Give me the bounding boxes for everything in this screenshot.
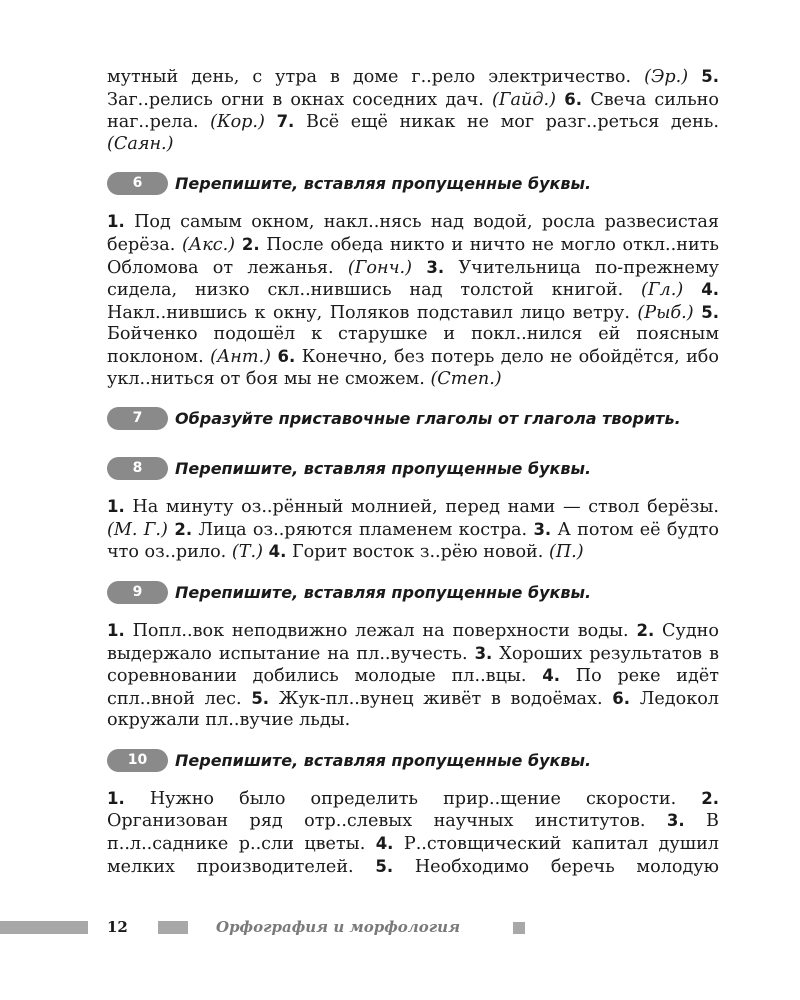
item-number: 6.	[271, 346, 296, 366]
item-number: 2.	[701, 788, 719, 808]
item-number: 3.	[474, 643, 493, 663]
sentence: Нужно было определить прир..щение скорости.	[124, 788, 702, 809]
item-number: 2.	[167, 519, 193, 539]
footer-block-decoration	[158, 921, 188, 934]
intro-text: Заг..релись огни в окнах соседних дач.	[107, 89, 493, 110]
task-badge: 9	[107, 581, 168, 604]
item-number: 4.	[375, 834, 394, 854]
sentence: В п..л..саднике р..сли цветы.	[107, 811, 719, 855]
item-number: 3.	[666, 811, 685, 831]
source: (Гл.)	[641, 280, 684, 301]
task-instruction	[175, 408, 681, 430]
task-badge: 8	[107, 457, 168, 480]
item-number: 6.	[612, 688, 631, 708]
task-9-header	[107, 582, 719, 604]
sentence: Организован ряд отр..слевых научных институтов.	[107, 811, 667, 832]
item-number: 2.	[636, 620, 655, 640]
item-number: 4.	[542, 666, 560, 686]
task-instruction: Перепишите, вставляя пропущенные буквы.	[175, 174, 592, 194]
page-number: 12	[107, 918, 128, 936]
task-9-body	[107, 620, 719, 732]
item-number: 3.	[533, 519, 552, 539]
task-instruction: Перепишите, вставляя пропущенные буквы.	[175, 750, 592, 770]
sentence: Р..стовщический капитал душил мелких производителей.	[107, 834, 719, 877]
source: (Саян.)	[107, 133, 174, 154]
source: (Степ.)	[430, 368, 502, 389]
task-10-header	[107, 750, 719, 772]
item-number: 5.	[251, 688, 270, 708]
task-keyword: творить	[602, 409, 675, 429]
sentence: После обеда никто и ничто не могло откл..нить Обломова от лежанья.	[107, 234, 720, 278]
intro-paragraph	[107, 66, 719, 155]
section-title: Орфография и морфология	[216, 918, 461, 936]
sentence: Хороших результатов в соревновании добились молодые пл..вцы.	[107, 643, 719, 687]
item-number: 6.	[555, 89, 591, 109]
sentence: Учительница по-прежнему сидела, низко скл..нившись над толстой книгой.	[107, 257, 719, 301]
task-8-body	[107, 496, 719, 564]
sentence: Горит восток з..рёю новой.	[286, 542, 549, 563]
item-number: 3.	[412, 257, 445, 277]
item-number: 2.	[235, 234, 260, 254]
sentence: А потом её будто что оз..рило.	[107, 519, 720, 563]
page-footer	[0, 918, 800, 938]
sentence: Бойченко подошёл к старушке и покл..нился ей поясным поклоном.	[107, 324, 719, 367]
sentence: Ледокол окружали пл..вучие льды.	[107, 688, 719, 731]
page-content	[107, 66, 719, 878]
sentence: Лица оз..ряются пламенем костра.	[192, 519, 534, 540]
source: (Т.)	[231, 542, 263, 563]
item-number: 1.	[107, 497, 125, 517]
task-6-body	[107, 211, 719, 390]
source: (Ант.)	[210, 346, 271, 367]
task-badge: 7	[107, 407, 168, 430]
item-number: 5.	[375, 856, 394, 876]
task-instruction: Перепишите, вставляя пропущенные буквы.	[175, 459, 592, 479]
item-number: 5.	[688, 67, 720, 86]
source: (Гайд.)	[492, 89, 556, 110]
task-8-header	[107, 458, 719, 480]
source: (Эр.)	[644, 67, 689, 87]
task-badge: 6	[107, 172, 168, 195]
sentence: Жук-пл..вунец живёт в водоёмах.	[269, 688, 613, 709]
task-10-body	[107, 788, 719, 878]
task-badge: 10	[107, 749, 168, 772]
source: (М. Г.)	[107, 519, 168, 540]
task-instruction-end: .	[674, 409, 681, 429]
source: (П.)	[548, 542, 584, 563]
intro-text: Всё ещё никак не мог разг..реться день.	[306, 112, 719, 133]
sentence: Под самым окном, накл..нясь над водой, росла развесистая берёза.	[107, 212, 719, 255]
source: (Акс.)	[182, 234, 236, 255]
sentence: На минуту оз..рённый молнией, перед нами — ствол берёзы.	[124, 497, 719, 518]
sentence: Конечно, без потерь дело не обойдётся, ибо укл..ниться от боя мы не сможем.	[107, 346, 719, 389]
footer-square-decoration	[513, 922, 525, 934]
item-number: 7.	[264, 112, 307, 132]
sentence: Попл..вок неподвижно лежал на поверхности воды.	[124, 620, 637, 641]
intro-text: Свеча сильно наг..рела.	[107, 89, 719, 133]
task-7-header	[107, 408, 719, 430]
item-number: 4.	[683, 280, 719, 300]
sentence: Накл..нившись к окну, Поляков подставил лицо ветру.	[107, 302, 638, 323]
footer-bar-decoration	[0, 921, 88, 934]
task-6-header	[107, 173, 719, 195]
item-number: 5.	[693, 302, 719, 322]
sentence: По реке идёт спл..вной лес.	[107, 666, 720, 709]
item-number: 1.	[107, 788, 125, 808]
source: (Кор.)	[210, 112, 265, 133]
sentence: Необходимо беречь молодую	[393, 856, 719, 877]
task-instruction-text: Образуйте приставочные глаголы от глагола	[175, 409, 603, 429]
task-instruction: Перепишите, вставляя пропущенные буквы.	[175, 582, 592, 602]
item-number: 1.	[107, 212, 125, 232]
source: (Гонч.)	[347, 257, 412, 278]
sentence: Судно выдержало испытание на пл..вучесть.	[107, 620, 720, 664]
item-number: 1.	[107, 620, 125, 640]
item-number: 4.	[262, 542, 287, 562]
intro-text: мутный день, с утра в доме г..рело электричество.	[107, 67, 645, 87]
source: (Рыб.)	[637, 302, 694, 323]
